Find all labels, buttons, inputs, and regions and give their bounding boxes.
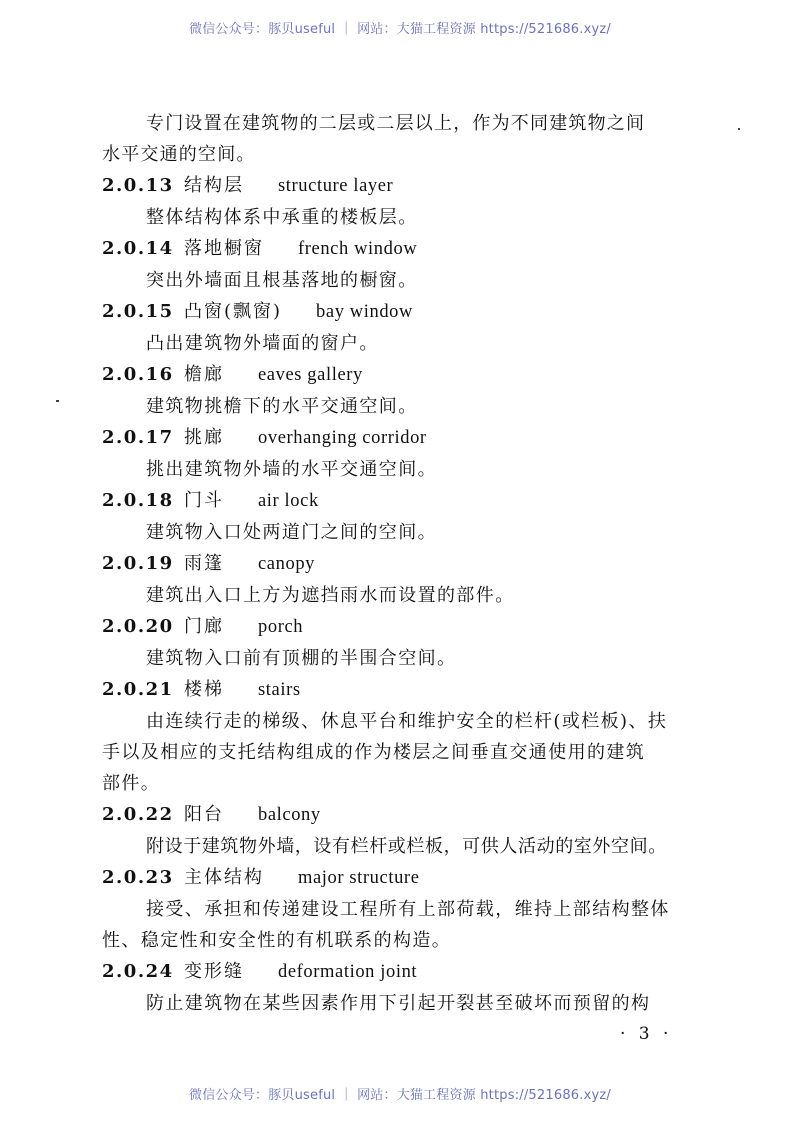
term-definition: 建筑物入口前有顶棚的半围合空间。 xyxy=(146,648,457,669)
term-english: overhanging corridor xyxy=(258,428,427,448)
term-2-0-16 xyxy=(102,359,702,422)
term-english: stairs xyxy=(258,680,301,700)
scan-speck xyxy=(56,400,59,402)
term-definition: 挑出建筑物外墙的水平交通空间。 xyxy=(146,459,437,480)
term-definition: 防止建筑物在某些因素作用下引起开裂甚至破坏而预留的构 xyxy=(146,993,651,1014)
term-2-0-24 xyxy=(102,956,702,1019)
term-chinese: 主体结构 xyxy=(184,867,264,888)
term-number: 2.0.16 xyxy=(102,364,174,385)
term-2-0-22 xyxy=(102,799,702,862)
term-2-0-17 xyxy=(102,422,702,485)
term-definition-line-1: 接受、承担和传递建设工程所有上部荷载，维持上部结构整体 xyxy=(146,899,670,920)
term-2-0-19 xyxy=(102,548,702,611)
term-english: canopy xyxy=(258,554,316,574)
scan-speck xyxy=(738,128,740,130)
term-2-0-23 xyxy=(102,862,702,956)
term-definition: 建筑物入口处两道门之间的空间。 xyxy=(146,522,437,543)
term-chinese: 门斗 xyxy=(184,490,224,511)
term-chinese: 阳台 xyxy=(184,804,224,825)
term-english: porch xyxy=(258,617,304,637)
term-chinese: 落地橱窗 xyxy=(184,238,264,259)
term-number: 2.0.20 xyxy=(102,616,174,637)
term-chinese: 变形缝 xyxy=(184,961,244,982)
term-english: major structure xyxy=(298,868,420,888)
term-number: 2.0.18 xyxy=(102,490,174,511)
term-number: 2.0.14 xyxy=(102,238,174,259)
term-2-0-14 xyxy=(102,233,702,296)
intro-line-1: 专门设置在建筑物的二层或二层以上，作为不同建筑物之间 xyxy=(146,113,646,134)
term-2-0-21 xyxy=(102,674,702,799)
term-chinese: 挑廊 xyxy=(184,427,224,448)
term-2-0-15 xyxy=(102,296,702,359)
watermark-top: 微信公众号：豚贝useful ｜ 网站：大猫工程资源 https://521686.xyz/ xyxy=(189,22,611,37)
term-definition: 突出外墙面且根基落地的橱窗。 xyxy=(146,270,418,291)
term-definition: 建筑物挑檐下的水平交通空间。 xyxy=(146,396,418,417)
term-number: 2.0.19 xyxy=(102,553,174,574)
term-2-0-18 xyxy=(102,485,702,548)
watermark-bottom: 微信公众号：豚贝useful ｜ 网站：大猫工程资源 https://521686.xyz/ xyxy=(189,1088,611,1103)
term-english: eaves gallery xyxy=(258,365,363,385)
term-definition: 附设于建筑物外墙，设有栏杆或栏板，可供人活动的室外空间。 xyxy=(146,836,667,857)
term-number: 2.0.24 xyxy=(102,961,174,982)
page-number: · 3 · xyxy=(620,1024,673,1044)
term-english: deformation joint xyxy=(278,962,418,982)
term-definition-line-1: 由连续行走的梯级、休息平台和维护安全的栏杆(或栏板)、扶 xyxy=(146,711,668,732)
term-chinese: 楼梯 xyxy=(184,679,224,700)
term-english: structure layer xyxy=(278,176,394,196)
term-chinese: 雨篷 xyxy=(184,553,224,574)
term-definition: 凸出建筑物外墙面的窗户。 xyxy=(146,333,379,354)
term-definition-line-3: 部件。 xyxy=(102,773,161,794)
term-2-0-13 xyxy=(102,170,702,233)
term-english: balcony xyxy=(258,805,321,825)
term-number: 2.0.15 xyxy=(102,301,174,322)
term-chinese: 结构层 xyxy=(184,175,244,196)
term-definition-line-2: 性、稳定性和安全性的有机联系的构造。 xyxy=(102,930,452,951)
intro-line-2: 水平交通的空间。 xyxy=(102,144,256,165)
term-number: 2.0.21 xyxy=(102,679,174,700)
term-chinese: 凸窗(飘窗) xyxy=(184,301,283,322)
term-chinese: 门廊 xyxy=(184,616,224,637)
term-english: air lock xyxy=(258,491,319,511)
document-body xyxy=(102,108,702,1019)
term-chinese: 檐廊 xyxy=(184,364,224,385)
term-number: 2.0.13 xyxy=(102,175,174,196)
term-english: french window xyxy=(298,239,418,259)
term-number: 2.0.17 xyxy=(102,427,174,448)
term-definition-line-2: 手以及相应的支托结构组成的作为楼层之间垂直交通使用的建筑 xyxy=(102,742,646,763)
term-definition: 建筑出入口上方为遮挡雨水而设置的部件。 xyxy=(146,585,515,606)
term-definition: 整体结构体系中承重的楼板层。 xyxy=(146,207,418,228)
term-english: bay window xyxy=(316,302,413,322)
term-number: 2.0.23 xyxy=(102,867,174,888)
term-number: 2.0.22 xyxy=(102,804,174,825)
term-2-0-20 xyxy=(102,611,702,674)
